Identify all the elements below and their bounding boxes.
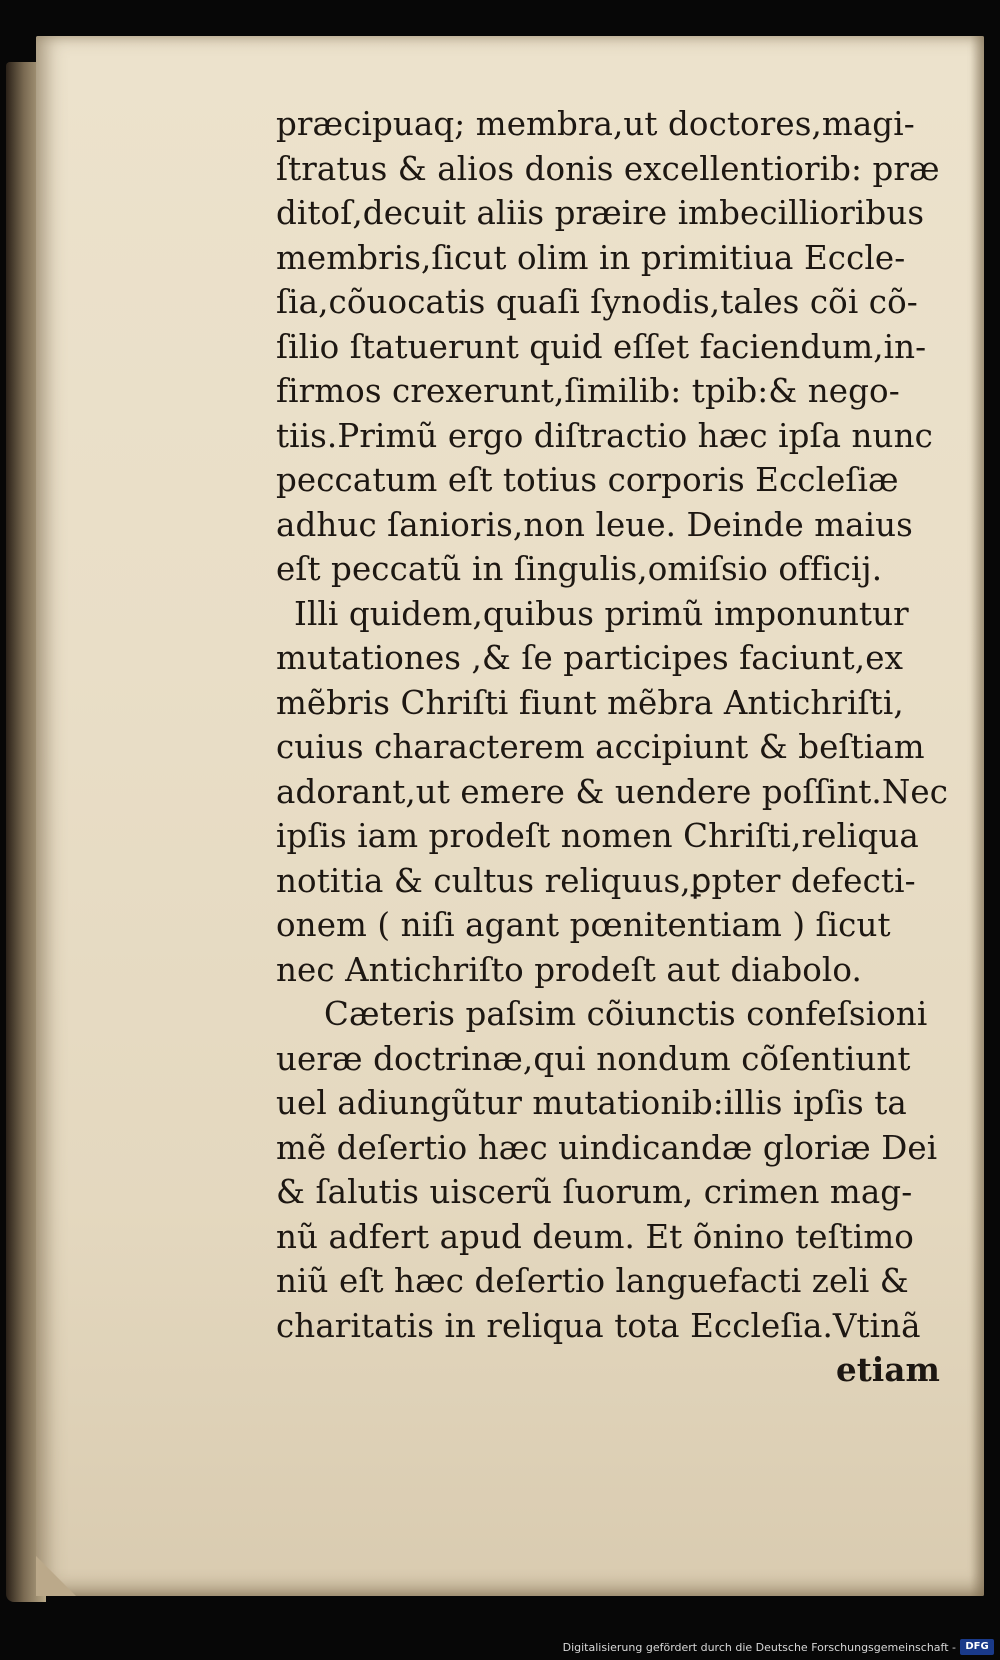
- text-line: ſilio ſtatuerunt quid eſſet faciendum,in-: [276, 327, 927, 366]
- book-page: [36, 36, 984, 1596]
- dfg-logo: DFG: [960, 1639, 994, 1655]
- text-line: peccatum eſt totius corporis Eccleſiæ: [276, 461, 899, 499]
- text-line: adorant,ut emere & uendere poſſint.Nec: [276, 772, 949, 811]
- text-line: niũ eſt hæc deſertio languefacti zeli &: [276, 1262, 909, 1300]
- text-line: charitatis in reliqua tota Eccleſia.Vtinã: [276, 1306, 921, 1345]
- text-line: mẽbris Chriſti fiunt mẽbra Antichriſti,: [276, 683, 904, 722]
- footer-bar: [0, 1630, 1000, 1660]
- text-line: ipſis iam prodeſt nomen Chriſti,reliqua: [276, 817, 919, 855]
- paragraph-start-line: Cæteris paſsim cõiunctis confeſsioni: [324, 995, 928, 1033]
- text-line: onem ( niſi agant pœnitentiam ) ſicut: [276, 906, 891, 944]
- paragraph-start-line: Illi quidem,quibus primũ imponuntur: [294, 594, 909, 633]
- text-line: uel adiungũtur mutationib:illis ipſis ta: [276, 1084, 907, 1122]
- text-line: mutationes ,& ſe participes faciunt,ex: [276, 639, 903, 677]
- page-shadow-right: [970, 36, 984, 1596]
- text-line: adhuc ſanioris,non leue. Deinde maius: [276, 505, 913, 544]
- page-corner-fold: [36, 1556, 76, 1596]
- catchword: etiam: [836, 1350, 940, 1389]
- text-line: cuius characterem accipiunt & beſtiam: [276, 728, 925, 766]
- page-text-block: [276, 102, 956, 1393]
- funding-credit: Digitalisierung gefördert durch die Deutsche Forschungsgemeinschaft -: [562, 1641, 956, 1654]
- text-line: firmos crexerunt,ſimilib: tpib:& nego-: [276, 372, 900, 410]
- text-line: notitia & cultus reliquus,ꝑpter defecti-: [276, 861, 916, 900]
- text-line: ditoſ,decuit aliis præire imbecillioribus: [276, 194, 925, 232]
- text-line: mẽ deſertio hæc uindicandæ gloriæ Dei: [276, 1128, 938, 1167]
- text-line: ueræ doctrinæ,qui nondum cõſentiunt: [276, 1039, 911, 1078]
- text-line: nec Antichriſto prodeſt aut diabolo.: [276, 950, 862, 989]
- text-line: ſia,cõuocatis quaſi ſynodis,tales cõi cõ-: [276, 283, 918, 321]
- text-line: membris,ſicut olim in primitiua Eccle-: [276, 238, 906, 277]
- text-line: ſtratus & alios donis excellentiorib: præ: [276, 149, 940, 188]
- text-line: & ſalutis uiscerũ ſuorum, crimen mag-: [276, 1173, 913, 1211]
- text-line: nũ adfert apud deum. Et õnino teſtimo: [276, 1217, 914, 1256]
- text-line: eſt peccatũ in ſingulis,omiſsio officij.: [276, 550, 883, 588]
- text-line: tiis.Primũ ergo diſtractio hæc ipſa nunc: [276, 416, 933, 455]
- text-line: præcipuaq; membra,ut doctores,magi-: [276, 105, 915, 143]
